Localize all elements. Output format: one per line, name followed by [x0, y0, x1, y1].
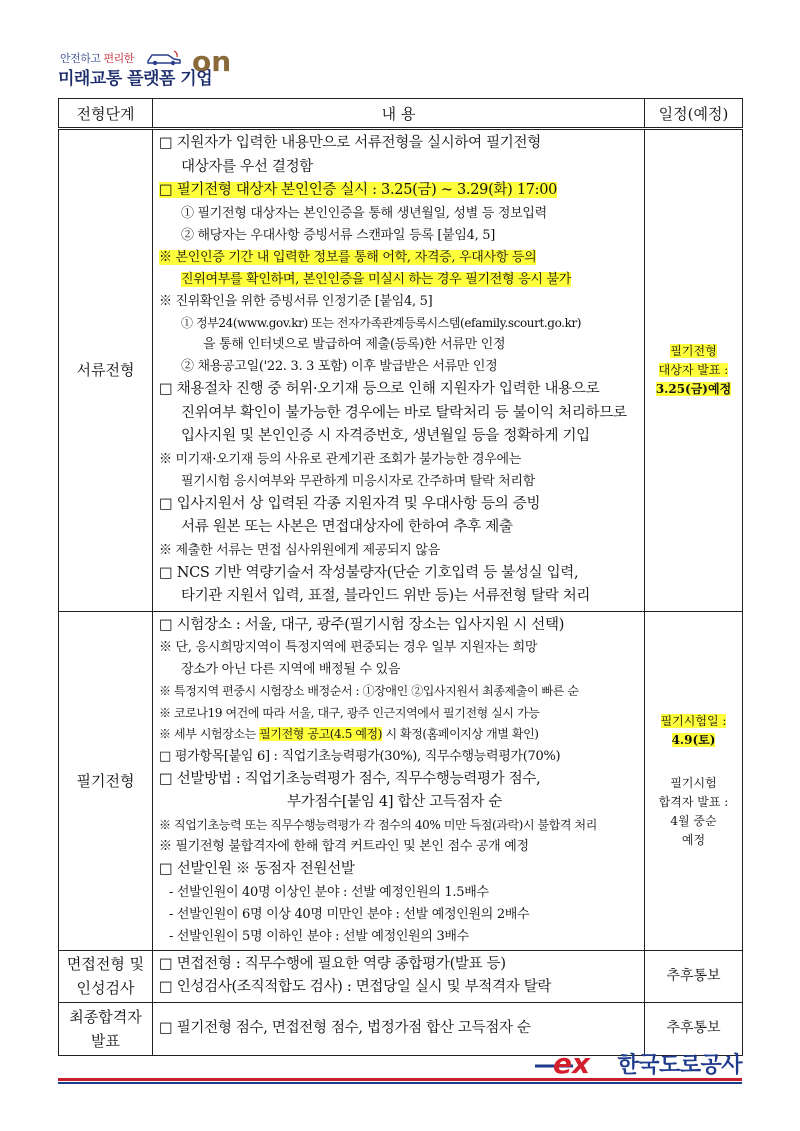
content-line: □ 평가항목[붙임 6] : 직업기초능력평가(30%), 직무수행능력평가(70%): [159, 748, 561, 764]
content-cell: [153, 129, 645, 612]
content-line: ② 해당자는 우대사항 증빙서류 스캔파일 등록 [붙임4, 5]: [181, 227, 496, 243]
content-line: 부가점수[붙임 4] 합산 고득점자 순: [287, 794, 503, 810]
content-line: ① 정부24(www.gov.kr) 또는 전자가족관계등록시스템(efamily.scourt.go.kr): [181, 315, 582, 330]
schedule-line: [646, 380, 741, 399]
schedule-cell: [645, 611, 743, 950]
content-line: □ 시험장소 : 서울, 대구, 광주(필기시험 장소는 입사지원 시 선택): [159, 616, 565, 633]
highlight-text: 진위여부를 확인하며, 본인인증을 미실시 하는 경우 필기전형 응시 불가: [181, 271, 571, 287]
recruitment-schedule-table: [58, 98, 743, 1056]
schedule-cell: 추후통보: [645, 1002, 743, 1055]
page-header: [58, 45, 742, 92]
stage-cell: [59, 950, 153, 1002]
highlight-text: 필기전형 공고(4.5 예정): [259, 727, 383, 741]
company-name: 한국도로공사: [617, 1052, 742, 1078]
slogan-highlight: 편리한: [103, 52, 134, 65]
stage-line: 최종합격자: [69, 1007, 142, 1026]
footer-divider-red: [58, 1078, 742, 1081]
content-line: ※ 단, 응시희망지역이 특정지역에 편중되는 경우 일부 지원자는 희망: [159, 640, 538, 655]
highlight-text: ※ 본인인증 기간 내 입력한 정보를 통해 어학, 자격증, 우대사항 등의: [159, 249, 537, 265]
company-logo: [533, 1046, 742, 1080]
content-line: 대상자를 우선 결정함: [181, 158, 313, 175]
text-span: ※ 세부 시험장소는: [159, 727, 260, 741]
content-line: ② 채용공고일('22. 3. 3 포함) 이후 발급받은 서류만 인정: [181, 359, 498, 374]
content-line: □ 채용절차 진행 중 허위·오기재 등으로 인해 지원자가 입력한 내용으로: [159, 381, 600, 397]
highlight-text: 대상자 발표 :: [658, 362, 729, 377]
content-line: □ 선발인원 ※ 동점자 전원선발: [159, 861, 355, 877]
page-footer: [58, 1040, 742, 1100]
content-line: □ NCS 기반 역량기술서 작성불량자(단순 기호입력 등 불성실 입력,: [159, 564, 579, 581]
content-line: 필기시험 응시여부와 무관하게 미응시자로 간주하며 탈락 처리함: [181, 473, 535, 489]
table-row-interview: [59, 950, 743, 1002]
highlight-text: 필기시험일 :: [660, 713, 727, 728]
content-line: [159, 247, 640, 269]
content-line: □ 면접전형 : 직무수행에 필요한 역량 종합평가(발표 등): [159, 955, 506, 972]
brand-mark: on: [192, 45, 232, 78]
content-line: ※ 진위확인을 위한 증빙서류 인정기준 [붙임4, 5]: [159, 293, 433, 309]
table-header-row: [59, 99, 743, 129]
logo-mark-text: ex: [553, 1048, 591, 1078]
highlight-text: 3.25(금)예정: [655, 381, 732, 396]
content-cell: [153, 950, 645, 1002]
content-line: [159, 269, 640, 291]
content-line: □ 선발방법 : 직업기초능력평가 점수, 직무수행능력평가 점수,: [159, 770, 541, 787]
content-line: - 선발인원이 6명 이상 40명 미만인 분야 : 선발 예정인원의 2배수: [169, 906, 530, 922]
text-span: 시 확정(홈페이지상 개별 확인): [382, 727, 539, 741]
schedule-cell: 추후통보: [645, 950, 743, 1002]
content-line: ※ 미기재·오기재 등의 사유로 관계기관 조회가 불가능한 경우에는: [159, 451, 522, 467]
stage-cell: 서류전형: [59, 129, 153, 612]
content-line: 타기관 지원서 입력, 표절, 블라인드 위반 등)는 서류전형 탈락 처리: [181, 588, 591, 604]
content-line: 진위여부 확인이 불가능한 경우에는 바로 탈락처리 등 불이익 처리하므로: [181, 404, 627, 421]
schedule-cell: [645, 129, 743, 612]
content-line: [159, 724, 640, 746]
schedule-line: [646, 361, 741, 380]
content-line: 서류 원본 또는 사본은 면접대상자에 한하여 추후 제출: [181, 519, 513, 535]
col-stage-header: 전형단계: [59, 99, 153, 129]
content-line: □ 필기전형 점수, 면접전형 점수, 법정가점 합산 고득점자 순: [159, 1019, 531, 1036]
content-line: - 선발인원이 5명 이하인 분야 : 선발 예정인원의 3배수: [169, 928, 469, 944]
schedule-line: 4월 중순: [670, 813, 717, 828]
slogan-text: 안전하고: [60, 52, 104, 65]
col-content-header: 내 용: [153, 99, 645, 129]
content-line: [159, 179, 640, 203]
content-line: 을 통해 인터넷으로 발급하여 제출(등록)한 서류만 인정: [203, 337, 506, 352]
footer-divider-blue: [58, 1082, 742, 1084]
brand-title: 미래교통 플랫폼 기업: [58, 69, 213, 89]
highlight-text: □ 필기전형 대상자 본인인증 실시 : 3.25(금) ~ 3.29(화) 17:00: [159, 182, 558, 198]
schedule-line: 필기시험: [670, 775, 717, 790]
content-line: 입사지원 및 본인인증 시 자격증번호, 생년월일 등을 정확하게 기입: [181, 428, 590, 444]
content-line: ※ 코로나19 여건에 따라 서울, 대구, 광주 인근지역에서 필기전형 실시 가능: [159, 705, 540, 720]
ex-logo-icon: [533, 1048, 611, 1078]
content-line: □ 지원자가 입력한 내용만으로 서류전형을 실시하여 필기전형: [159, 135, 541, 151]
col-schedule-header: 일정(예정): [645, 99, 743, 129]
stage-cell: 필기전형: [59, 611, 153, 950]
content-line: ※ 직업기초능력 또는 직무수행능력평가 각 점수의 40% 미만 득점(과락)시 불합격 처리: [159, 817, 597, 832]
table-row-document-screening: [59, 129, 743, 612]
highlight-text: 4.9(토): [671, 732, 716, 747]
stage-line: 인성검사: [76, 979, 135, 997]
table-row-written-test: [59, 611, 743, 950]
schedule-line: [646, 342, 741, 361]
stage-line: 발표: [91, 1031, 120, 1050]
content-line: ※ 필기전형 불합격자에 한해 합격 커트라인 및 본인 점수 공개 예정: [159, 839, 529, 854]
content-line: □ 입사지원서 상 입력된 각종 지원자격 및 우대사항 등의 증빙: [159, 495, 541, 512]
content-line: 장소가 아닌 다른 지역에 배정될 수 있음: [181, 662, 401, 677]
content-line: □ 인성검사(조직적합도 검사) : 면접당일 실시 및 부적격자 탈락: [159, 979, 552, 995]
content-line: ① 필기전형 대상자는 본인인증을 통해 생년월일, 성별 등 정보입력: [181, 205, 547, 221]
content-line: ※ 특정지역 편중시 시험장소 배정순서 : ①장애인 ②입사지원서 최종제출이 빠른 순: [159, 684, 579, 698]
content-line: ※ 제출한 서류는 면접 심사위원에게 제공되지 않음: [159, 542, 440, 558]
schedule-line: 예정: [681, 832, 706, 847]
stage-line: 면접전형 및: [66, 955, 145, 973]
content-line: - 선발인원이 40명 이상인 분야 : 선발 예정인원의 1.5배수: [169, 884, 489, 900]
schedule-line: 합격자 발표 :: [658, 794, 729, 809]
schedule-line: [646, 731, 741, 750]
highlight-text: 필기전형: [670, 343, 717, 358]
schedule-line: [646, 712, 741, 731]
content-cell: [153, 611, 645, 950]
